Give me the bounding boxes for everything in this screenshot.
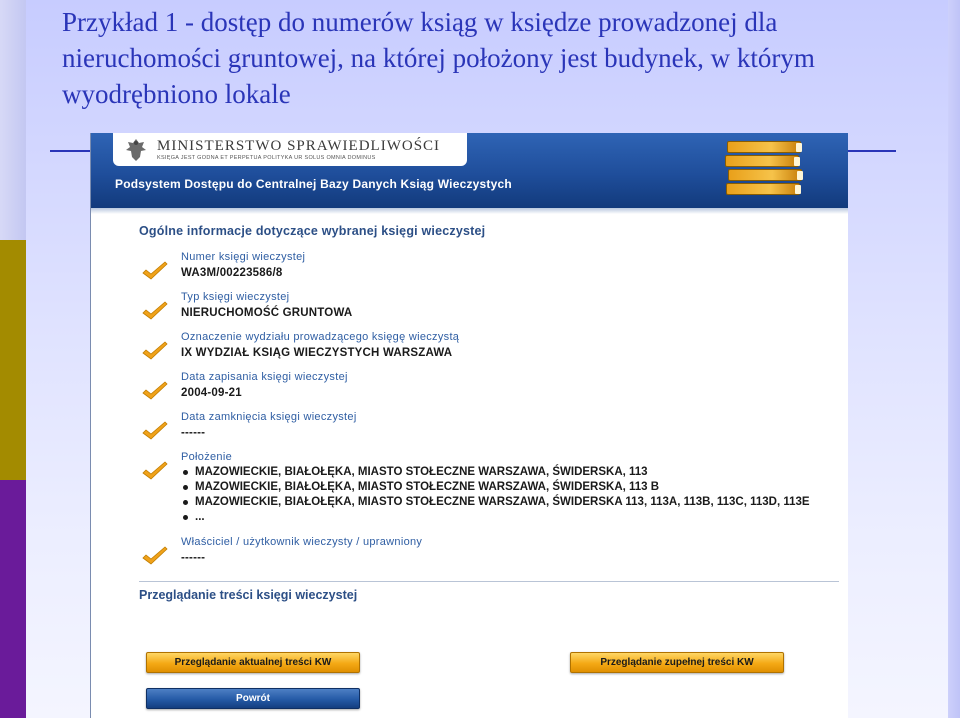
slide-left-accent-bar xyxy=(0,0,26,718)
title-rule-right xyxy=(848,150,896,152)
location-list xyxy=(181,465,848,525)
field-location xyxy=(139,450,848,531)
checkmark-icon xyxy=(141,300,169,322)
field-closing-date xyxy=(139,410,848,450)
book-icon xyxy=(725,155,799,167)
section-divider xyxy=(139,581,839,582)
location-item: MAZOWIECKIE, BIAŁOŁĘKA, MIASTO STOŁECZNE WARSZAWA, ŚWIDERSKA, 113 xyxy=(181,465,831,480)
book-icon xyxy=(726,183,800,195)
location-item: MAZOWIECKIE, BIAŁOŁĘKA, MIASTO STOŁECZNE WARSZAWA, ŚWIDERSKA, 113 B xyxy=(181,480,831,495)
back-button[interactable]: Powrót xyxy=(146,688,360,709)
eagle-emblem-icon xyxy=(125,137,147,163)
field-value: 2004-09-21 xyxy=(181,387,242,399)
field-value: WA3M/00223586/8 xyxy=(181,267,283,279)
field-label: Właściciel / użytkownik wieczysty / uprawniony xyxy=(181,536,423,548)
section-title-general-info: Ogólne informacje dotyczące wybranej księgi wieczystej xyxy=(139,224,486,238)
header-shadow xyxy=(91,208,848,214)
field-book-type xyxy=(139,290,848,330)
field-value: ------ xyxy=(181,427,206,439)
section-title-browse: Przeglądanie treści księgi wieczystej xyxy=(139,588,358,602)
field-creation-date xyxy=(139,370,848,410)
checkmark-icon xyxy=(141,420,169,442)
checkmark-icon xyxy=(141,260,169,282)
field-label: Data zamknięcia księgi wieczystej xyxy=(181,411,357,423)
field-value: NIERUCHOMOŚĆ GRUNTOWA xyxy=(181,307,353,319)
accent-segment-light xyxy=(0,0,26,240)
ministry-motto: KSIĘGA JEST GODNA ET PERPETUA POLITYKA UR SOLUS OMNIA DOMINUS xyxy=(157,154,376,161)
ministry-name: MINISTERSTWO SPRAWIEDLIWOŚCI xyxy=(157,137,441,154)
title-rule-left xyxy=(50,150,90,152)
subsystem-title: Podsystem Dostępu do Centralnej Bazy Danych Ksiąg Wieczystych xyxy=(115,177,512,191)
browse-full-content-button[interactable]: Przeglądanie zupełnej treści KW xyxy=(570,652,784,673)
browse-current-content-button[interactable]: Przeglądanie aktualnej treści KW xyxy=(146,652,360,673)
checkmark-icon xyxy=(141,380,169,402)
field-book-number xyxy=(139,250,848,290)
book-icon xyxy=(727,141,801,153)
slide-right-accent-bar xyxy=(948,0,960,718)
field-label: Data zapisania księgi wieczystej xyxy=(181,371,348,383)
books-stack-icon xyxy=(725,139,801,199)
field-label: Typ księgi wieczystej xyxy=(181,291,290,303)
location-item: MAZOWIECKIE, BIAŁOŁĘKA, MIASTO STOŁECZNE WARSZAWA, ŚWIDERSKA 113, 113A, 113B, 113C, 113D, 113E xyxy=(181,495,831,510)
field-owner xyxy=(139,535,848,575)
ekw-screenshot xyxy=(90,133,848,718)
ministry-logo[interactable] xyxy=(113,133,467,166)
field-value: ------ xyxy=(181,552,206,564)
field-label: Położenie xyxy=(181,451,233,463)
field-label: Oznaczenie wydziału prowadzącego księgę wieczystą xyxy=(181,331,460,343)
slide-title: Przykład 1 - dostęp do numerów ksiąg w księdze prowadzonej dla nieruchomości gruntowej, na której położony jest budynek, w którym wyodrębniono lokale xyxy=(62,7,815,109)
book-icon xyxy=(728,169,802,181)
portal-header xyxy=(91,133,848,208)
checkmark-icon xyxy=(141,460,169,482)
field-label: Numer księgi wieczystej xyxy=(181,251,306,263)
accent-segment-olive xyxy=(0,240,26,480)
ministry-logo-text xyxy=(157,138,440,162)
info-content xyxy=(91,224,848,602)
checkmark-icon xyxy=(141,545,169,567)
location-item: ... xyxy=(181,510,831,525)
checkmark-icon xyxy=(141,340,169,362)
accent-segment-purple xyxy=(0,480,26,718)
field-value: IX WYDZIAŁ KSIĄG WIECZYSTYCH WARSZAWA xyxy=(181,347,453,359)
field-court-division xyxy=(139,330,848,370)
